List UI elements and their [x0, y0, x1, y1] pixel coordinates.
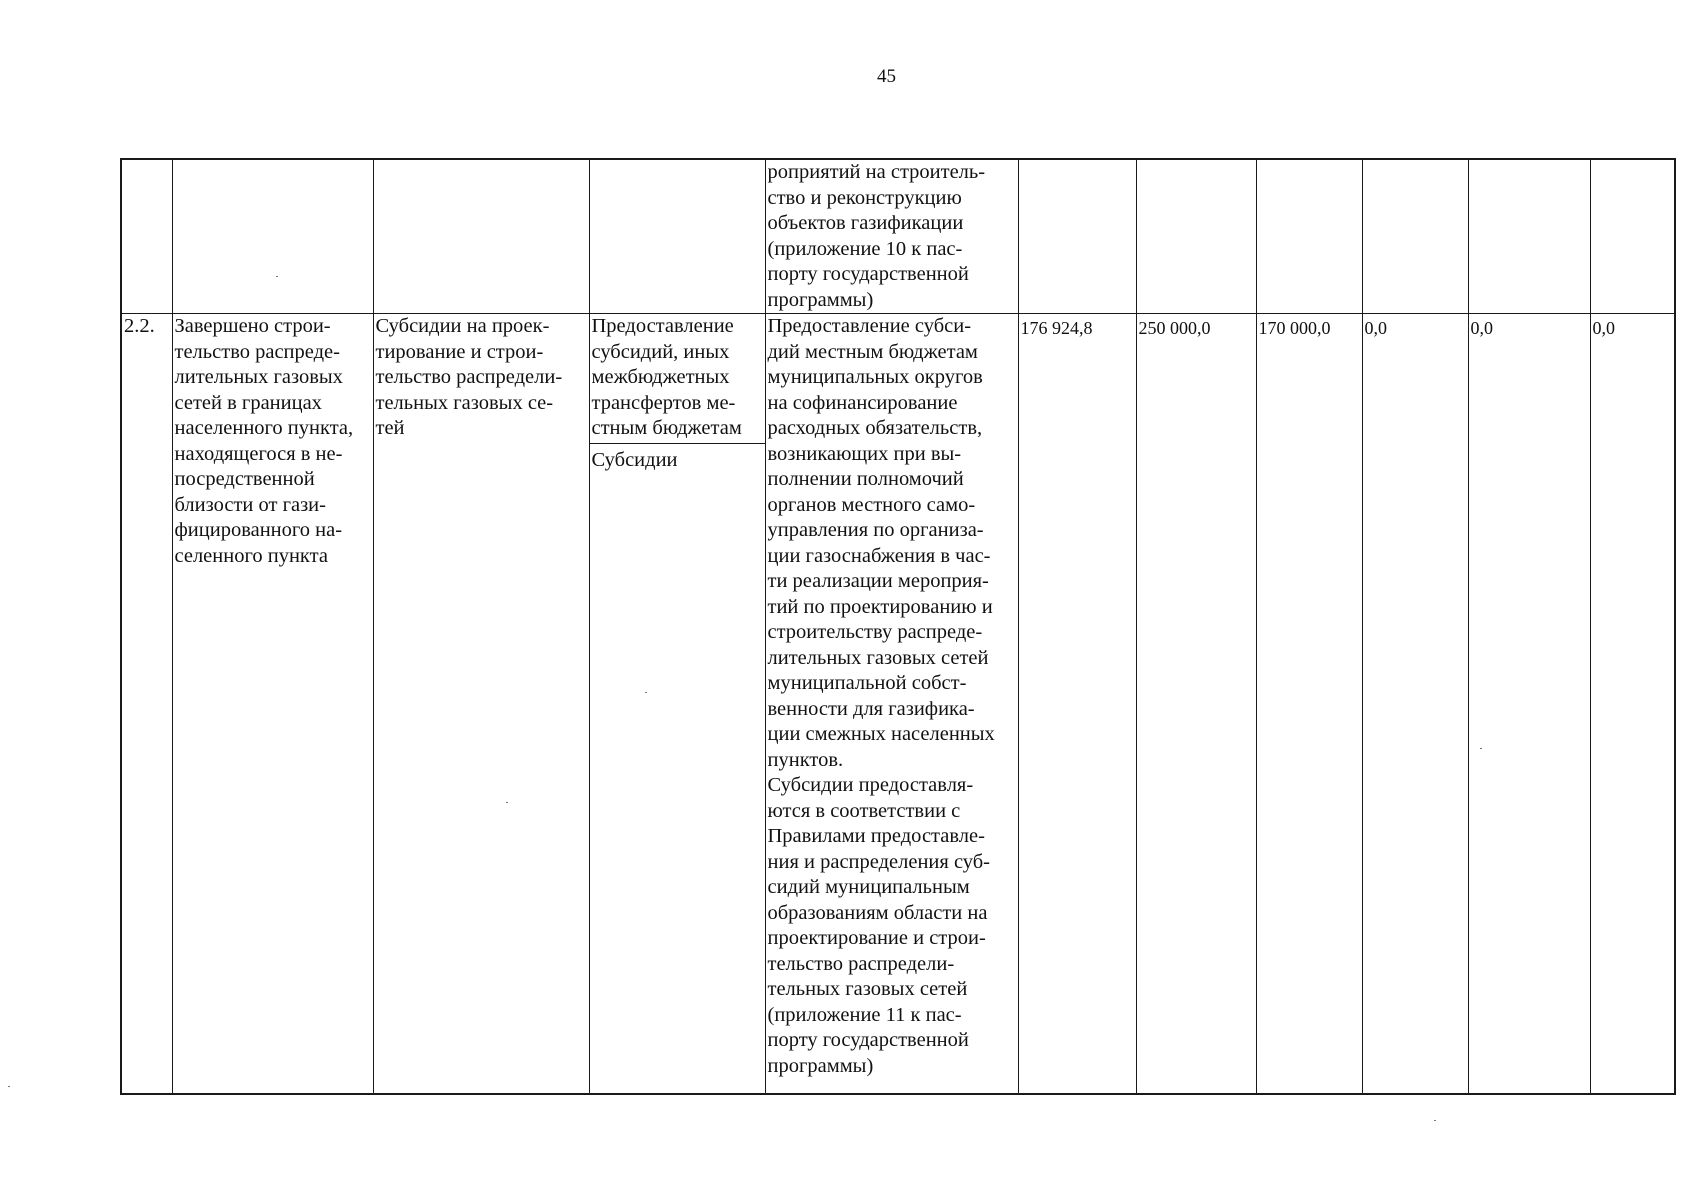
text-line: сидий муниципальным: [767, 876, 970, 898]
type-main: [590, 314, 765, 444]
scan-speck: [645, 692, 647, 693]
text-line: возникающих при вы-: [767, 442, 962, 465]
text-line: дий местным бюджетам: [767, 340, 978, 363]
text-line: ния и распределения суб-: [767, 850, 991, 873]
text-line: лительных газовых сетей: [767, 646, 989, 669]
type-cell: [589, 314, 765, 1094]
text-line: селенного пункта: [174, 544, 328, 567]
text-line: венности для газифика-: [767, 697, 975, 720]
text-line: Завершено строи-: [174, 315, 331, 337]
text-line: тельных газовых се-: [375, 391, 554, 414]
text-line: программы): [767, 1054, 874, 1077]
text-line: тий по проектированию и: [767, 595, 993, 618]
text-line: органов местного само-: [767, 493, 976, 516]
text-line: муниципальной собст-: [767, 672, 967, 694]
text-line: стным бюджетам: [591, 417, 742, 439]
text-line: находящегося в не-: [174, 442, 343, 465]
text-line: посредственной: [174, 468, 315, 490]
scan-speck: [1480, 748, 1482, 749]
text-line: Предоставление: [591, 315, 734, 337]
text-line: пунктов.: [767, 748, 844, 771]
text-line: тей: [375, 417, 405, 439]
text-line: межбюджетных: [591, 366, 730, 388]
value-cell-year-4: 0,0: [1362, 314, 1468, 1094]
text-line: ции смежных населенных: [767, 723, 995, 745]
cont-value-cell: [1136, 159, 1256, 314]
text-line: программы): [767, 288, 874, 311]
program-table: [120, 158, 1676, 1095]
text-line: управления по организа-: [767, 519, 984, 541]
cont-result-cell: [172, 159, 373, 314]
description-cell: [765, 314, 1018, 1094]
text-line: тельство распредели-: [375, 366, 563, 388]
text-line: образованиям области на: [767, 901, 988, 924]
continuation-row: [121, 159, 1675, 314]
value-cell-year-5: 0,0: [1468, 314, 1590, 1094]
scan-speck: [1434, 1120, 1436, 1121]
type-sub: Субсидии: [591, 449, 678, 471]
cont-type-cell: [589, 159, 765, 314]
cont-number-cell: [121, 159, 172, 314]
text-line: сетей в границах: [174, 391, 322, 414]
cont-value-cell: [1468, 159, 1590, 314]
scan-speck: [506, 802, 508, 803]
value-cell-year-1: 176 924,8: [1018, 314, 1136, 1094]
result-cell: [172, 314, 373, 1094]
cont-value-cell: [1256, 159, 1362, 314]
text-line: расходных обязательств,: [767, 417, 983, 439]
row-number-cell: 2.2.: [121, 314, 172, 1094]
text-line: лительных газовых: [174, 366, 343, 388]
text-line: трансфертов ме-: [591, 391, 736, 414]
text-line: порту государственной: [767, 1029, 969, 1051]
text-line: ются в соответствии с: [767, 799, 961, 822]
text-line: полнении полномочий: [767, 468, 964, 490]
text-line: близости от гази-: [174, 493, 326, 516]
cont-value-cell: [1018, 159, 1136, 314]
text-line: Субсидии предоставля-: [767, 774, 974, 796]
text-line: субсидий, иных: [591, 340, 730, 363]
text-line: ции газоснабжения в час-: [767, 544, 991, 567]
value-cell-year-3: 170 000,0: [1256, 314, 1362, 1094]
text-line: тельство распреде-: [174, 340, 340, 363]
text-line: Правилами предоставле-: [767, 825, 985, 847]
text-line: проектирование и строи-: [767, 927, 986, 949]
row-2-2: [121, 314, 1675, 1094]
page-number: 45: [877, 66, 896, 87]
cont-description-cell: [765, 159, 1018, 314]
text-line: тельство распредели-: [767, 952, 955, 975]
value-cell-year-2: 250 000,0: [1136, 314, 1256, 1094]
text-line: (приложение 10 к пас-: [767, 237, 963, 260]
text-line: тирование и строи-: [375, 340, 544, 363]
text-line: ти реализации мероприя-: [767, 570, 989, 592]
text-line: роприятий на строитель-: [767, 161, 986, 183]
text-line: объектов газификации: [767, 212, 964, 234]
text-line: Субсидии на проек-: [375, 315, 550, 337]
text-line: фицированного на-: [174, 519, 343, 541]
text-line: муниципальных округов: [767, 366, 983, 388]
text-line: Предоставление субси-: [767, 315, 972, 337]
value-cell-year-6: 0,0: [1590, 314, 1675, 1094]
scan-speck: [8, 1086, 10, 1087]
cont-value-cell: [1590, 159, 1675, 314]
cont-value-cell: [1362, 159, 1468, 314]
cont-event-cell: [373, 159, 589, 314]
text-line: строительству распреде-: [767, 621, 983, 643]
text-line: (приложение 11 к пас-: [767, 1003, 962, 1026]
text-line: на софинансирование: [767, 391, 958, 414]
text-line: тельных газовых сетей: [767, 978, 968, 1000]
text-line: порту государственной: [767, 263, 969, 285]
event-cell: [373, 314, 589, 1094]
text-line: ство и реконструкцию: [767, 186, 962, 209]
scan-speck: [276, 276, 278, 277]
text-line: населенного пункта,: [174, 417, 354, 439]
